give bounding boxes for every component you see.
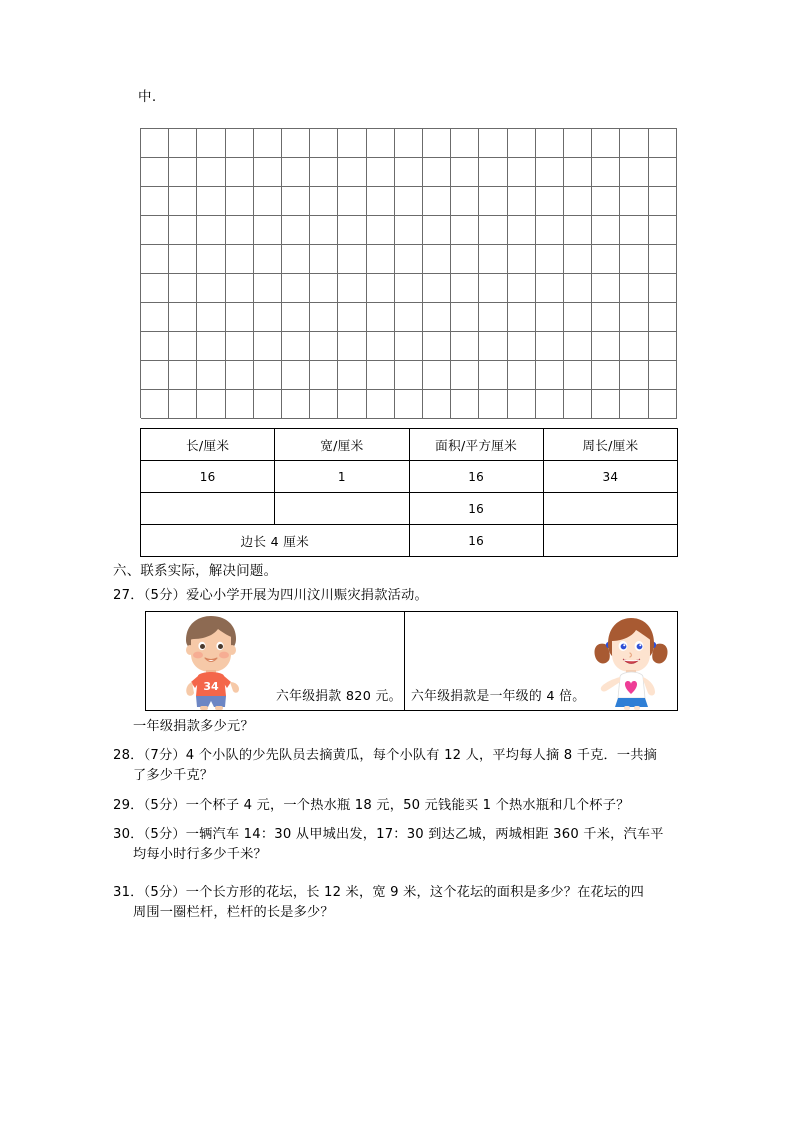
grid-cell[interactable] [310,129,338,158]
grid-cell[interactable] [479,158,507,187]
grid-cell[interactable] [451,129,479,158]
grid-cell[interactable] [564,332,592,361]
grid-cell[interactable] [226,129,254,158]
grid-cell[interactable] [226,274,254,303]
grid-cell[interactable] [564,390,592,419]
grid-row [141,274,677,303]
grid-cell[interactable] [338,129,366,158]
grid-cell[interactable] [451,274,479,303]
grid-cell[interactable] [169,187,197,216]
grid-cell[interactable] [508,129,536,158]
grid-cell[interactable] [197,390,225,419]
grid-row [141,187,677,216]
grid-cell[interactable] [395,332,423,361]
boy-figure-icon [178,614,244,710]
grid-cell[interactable] [367,303,395,332]
grid-cell[interactable] [620,303,648,332]
grid-cell[interactable] [197,274,225,303]
right-caption-text: 六年级捐款是一年级的 4 倍。 [411,689,586,704]
grid-cell[interactable] [141,245,169,274]
grid-cell[interactable] [649,361,677,390]
grid-cell[interactable] [649,187,677,216]
grid-cell[interactable] [592,187,620,216]
table-cell-blank[interactable] [141,493,275,525]
question-30 [113,825,703,865]
question-28-line2: 了多少千克？ [133,768,214,783]
grid-cell[interactable] [620,158,648,187]
grid-cell[interactable] [282,332,310,361]
table-cell-value[interactable]: 16 [409,461,543,493]
grid-cell[interactable] [649,274,677,303]
grid-cell[interactable] [197,187,225,216]
donation-illustration-box [145,611,678,711]
grid-cell[interactable] [451,158,479,187]
grid-cell[interactable] [197,245,225,274]
grid-cell[interactable] [226,303,254,332]
grid-cell[interactable] [226,245,254,274]
grid-cell[interactable] [197,158,225,187]
grid-cell[interactable] [564,245,592,274]
grid-cell[interactable] [141,390,169,419]
table-cell-blank[interactable] [543,493,677,525]
grid-cell[interactable] [310,332,338,361]
grid-cell[interactable] [564,274,592,303]
question-30-line1: 30．（5分）一辆汽车 14：30 从甲城出发，17：30 到达乙城，两城相距 360 千米，汽车平 [113,827,664,842]
grid-cell[interactable] [423,158,451,187]
grid-cell[interactable] [592,216,620,245]
grid-row [141,158,677,187]
grid-cell[interactable] [592,129,620,158]
grid-cell[interactable] [592,390,620,419]
table-cell-value[interactable]: 34 [543,461,677,493]
grid-cell[interactable] [620,129,648,158]
grid-cell[interactable] [141,158,169,187]
grid-cell[interactable] [310,303,338,332]
illustration-left-panel [146,612,405,710]
grid-cell[interactable] [141,274,169,303]
grid-cell[interactable] [282,245,310,274]
grid-cell[interactable] [141,332,169,361]
grid-cell[interactable] [395,303,423,332]
grid-cell[interactable] [169,390,197,419]
grid-cell[interactable] [282,303,310,332]
table-row [141,525,678,557]
grid-cell[interactable] [592,303,620,332]
grid-cell[interactable] [338,187,366,216]
grid-cell[interactable] [282,187,310,216]
grid-cell[interactable] [169,158,197,187]
question-30-line2: 均每小时行多少千米？ [133,847,267,862]
grid-cell[interactable] [423,332,451,361]
grid-cell[interactable] [451,361,479,390]
grid-cell[interactable] [479,390,507,419]
grid-cell[interactable] [620,390,648,419]
grid-cell[interactable] [564,361,592,390]
grid-cell[interactable] [310,158,338,187]
grid-cell[interactable] [254,187,282,216]
grid-cell[interactable] [338,216,366,245]
grid-cell[interactable] [479,129,507,158]
question-27-header: 27．（5分）爱心小学开展为四川汶川赈灾捐款活动。 [113,588,428,603]
grid-cell[interactable] [479,187,507,216]
grid-cell[interactable] [649,332,677,361]
grid-cell[interactable] [564,158,592,187]
grid-cell[interactable] [592,332,620,361]
grid-cell[interactable] [338,303,366,332]
grid-cell[interactable] [536,274,564,303]
grid-cell[interactable] [564,303,592,332]
grid-row [141,303,677,332]
grid-cell[interactable] [395,187,423,216]
grid-cell[interactable] [423,361,451,390]
grid-cell[interactable] [254,216,282,245]
grid-cell[interactable] [338,274,366,303]
grid-cell[interactable] [338,361,366,390]
question-31-line2: 周围一圈栏杆，栏杆的长是多少？ [133,905,334,920]
grid-cell[interactable] [479,303,507,332]
grid-cell[interactable] [620,187,648,216]
table-header-cell: 长/厘米 [141,429,275,461]
grid-cell[interactable] [367,390,395,419]
table-cell-value[interactable]: 16 [409,525,543,557]
boy-shirt-number: 34 [203,680,219,693]
grid-cell[interactable] [536,187,564,216]
grid-row [141,216,677,245]
grid-cell[interactable] [282,158,310,187]
grid-cell[interactable] [649,129,677,158]
grid-cell[interactable] [197,332,225,361]
grid-cell[interactable] [508,216,536,245]
grid-cell[interactable] [254,129,282,158]
grid-cell[interactable] [282,129,310,158]
grid-cell[interactable] [508,303,536,332]
grid-cell[interactable] [141,216,169,245]
grid-cell[interactable] [169,303,197,332]
grid-cell[interactable] [141,303,169,332]
table-cell-value[interactable]: 16 [141,461,275,493]
grid-cell[interactable] [451,216,479,245]
measurements-table [140,428,678,557]
grid-cell[interactable] [479,361,507,390]
grid-cell[interactable] [254,390,282,419]
grid-cell[interactable] [395,245,423,274]
question-28 [113,746,703,786]
grid-cell[interactable] [197,361,225,390]
grid-cell[interactable] [310,274,338,303]
table-cell-value[interactable]: 1 [275,461,409,493]
grid-cell[interactable] [338,245,366,274]
grid-cell[interactable] [620,361,648,390]
grid-cell[interactable] [169,361,197,390]
grid-cell[interactable] [395,216,423,245]
grid-cell[interactable] [367,274,395,303]
grid-cell[interactable] [423,187,451,216]
grid-cell[interactable] [367,158,395,187]
grid-cell[interactable] [451,332,479,361]
grid-cell[interactable] [423,390,451,419]
grid-cell[interactable] [310,187,338,216]
table-header-cell: 宽/厘米 [275,429,409,461]
grid-cell[interactable] [254,274,282,303]
grid-cell[interactable] [508,390,536,419]
grid-cell[interactable] [536,158,564,187]
grid-cell[interactable] [282,390,310,419]
grid-cell[interactable] [508,274,536,303]
grid-cell[interactable] [169,216,197,245]
grid-cell[interactable] [536,216,564,245]
table-row [141,493,678,525]
grid-cell[interactable] [423,129,451,158]
grid-cell[interactable] [367,216,395,245]
grid-row [141,245,677,274]
table-header-cell: 面积/平方厘米 [409,429,543,461]
grid-cell[interactable] [479,216,507,245]
grid-cell[interactable] [423,274,451,303]
grid-cell[interactable] [169,274,197,303]
grid-cell[interactable] [141,361,169,390]
grid-cell[interactable] [197,303,225,332]
grid-cell[interactable] [395,390,423,419]
grid-cell[interactable] [226,332,254,361]
question-28-line1: 28．（7分）4 个小队的少先队员去摘黄瓜，每个小队有 12 人，平均每人摘 8 千克．一共摘 [113,748,658,763]
grid-cell[interactable] [508,361,536,390]
grid-cell[interactable] [508,158,536,187]
grid-cell[interactable] [479,274,507,303]
grid-cell[interactable] [451,187,479,216]
grid-cell[interactable] [592,274,620,303]
grid-cell[interactable] [620,245,648,274]
grid-cell[interactable] [338,332,366,361]
grid-cell[interactable] [508,332,536,361]
grid-cell[interactable] [649,158,677,187]
grid-cell[interactable] [310,361,338,390]
grid-cell[interactable] [226,361,254,390]
grid-cell[interactable] [423,216,451,245]
grid-cell[interactable] [282,216,310,245]
grid-row [141,390,677,419]
grid-cell[interactable] [226,216,254,245]
grid-cell[interactable] [564,129,592,158]
grid-cell[interactable] [310,216,338,245]
grid-cell[interactable] [169,245,197,274]
grid-cell[interactable] [620,216,648,245]
table-header-row [141,429,678,461]
grid-cell[interactable] [536,361,564,390]
squared-grid [140,128,677,418]
grid-cell[interactable] [169,129,197,158]
table-cell-blank[interactable] [275,493,409,525]
table-cell-value[interactable]: 16 [409,493,543,525]
grid-cell[interactable] [169,332,197,361]
grid-cell[interactable] [423,245,451,274]
grid-cell[interactable] [649,303,677,332]
table-cell-side-length[interactable]: 边长 4 厘米 [141,525,410,557]
question-29-line1: 29．（5分）一个杯子 4 元，一个热水瓶 18 元，50 元钱能买 1 个热水瓶和几个杯子？ [113,798,630,813]
grid-cell[interactable] [564,187,592,216]
question-27-prompt: 一年级捐款多少元？ [133,719,254,734]
grid-cell[interactable] [367,129,395,158]
grid-cell[interactable] [282,274,310,303]
grid-cell[interactable] [479,332,507,361]
grid-cell[interactable] [395,361,423,390]
grid-cell[interactable] [649,245,677,274]
grid-cell[interactable] [649,216,677,245]
grid-row [141,332,677,361]
grid-cell[interactable] [508,187,536,216]
grid-cell[interactable] [451,245,479,274]
section-heading-six: 六、联系实际，解决问题。 [113,564,278,579]
question-29 [113,796,703,816]
table-cell-blank[interactable] [543,525,677,557]
grid-cell[interactable] [367,361,395,390]
grid-cell[interactable] [423,303,451,332]
grid-cell[interactable] [620,274,648,303]
grid-cell[interactable] [254,361,282,390]
grid-cell[interactable] [536,332,564,361]
grid-cell[interactable] [536,129,564,158]
grid-cell[interactable] [395,274,423,303]
question-31-line1: 31．（5分）一个长方形的花坛，长 12 米，宽 9 米，这个花坛的面积是多少？在花坛的四 [113,885,645,900]
question-31 [113,883,703,923]
grid-row [141,129,677,158]
grid-cell[interactable] [310,390,338,419]
grid-cell[interactable] [564,216,592,245]
grid-cell[interactable] [592,245,620,274]
grid-cell[interactable] [536,390,564,419]
grid-cell[interactable] [197,216,225,245]
grid-cell[interactable] [451,390,479,419]
grid-cell[interactable] [367,187,395,216]
grid-cell[interactable] [367,332,395,361]
grid-cell[interactable] [649,390,677,419]
grid-cell[interactable] [226,187,254,216]
grid-cell[interactable] [254,303,282,332]
grid-cell[interactable] [197,129,225,158]
grid-cell[interactable] [592,158,620,187]
grid-cell[interactable] [254,245,282,274]
girl-figure-icon [593,614,669,710]
grid-cell[interactable] [592,361,620,390]
table-row [141,461,678,493]
grid-cell[interactable] [479,245,507,274]
top-label: 中. [138,89,157,105]
grid-cell[interactable] [395,129,423,158]
grid-cell[interactable] [395,158,423,187]
grid-cell[interactable] [451,303,479,332]
grid-cell[interactable] [536,303,564,332]
left-caption-text: 六年级捐款 820 元。 [276,689,402,704]
grid-cell[interactable] [254,158,282,187]
grid-row [141,361,677,390]
grid-cell[interactable] [141,187,169,216]
grid-cell[interactable] [282,361,310,390]
grid-cell[interactable] [367,245,395,274]
grid-cell[interactable] [254,332,282,361]
table-header-cell: 周长/厘米 [543,429,677,461]
grid-cell[interactable] [338,390,366,419]
grid-cell[interactable] [338,158,366,187]
grid-cell[interactable] [226,158,254,187]
grid-cell[interactable] [620,332,648,361]
grid-cell[interactable] [141,129,169,158]
grid-cell[interactable] [226,390,254,419]
grid-cell[interactable] [310,245,338,274]
illustration-right-panel [405,612,677,710]
grid-cell[interactable] [536,245,564,274]
grid-cell[interactable] [508,245,536,274]
